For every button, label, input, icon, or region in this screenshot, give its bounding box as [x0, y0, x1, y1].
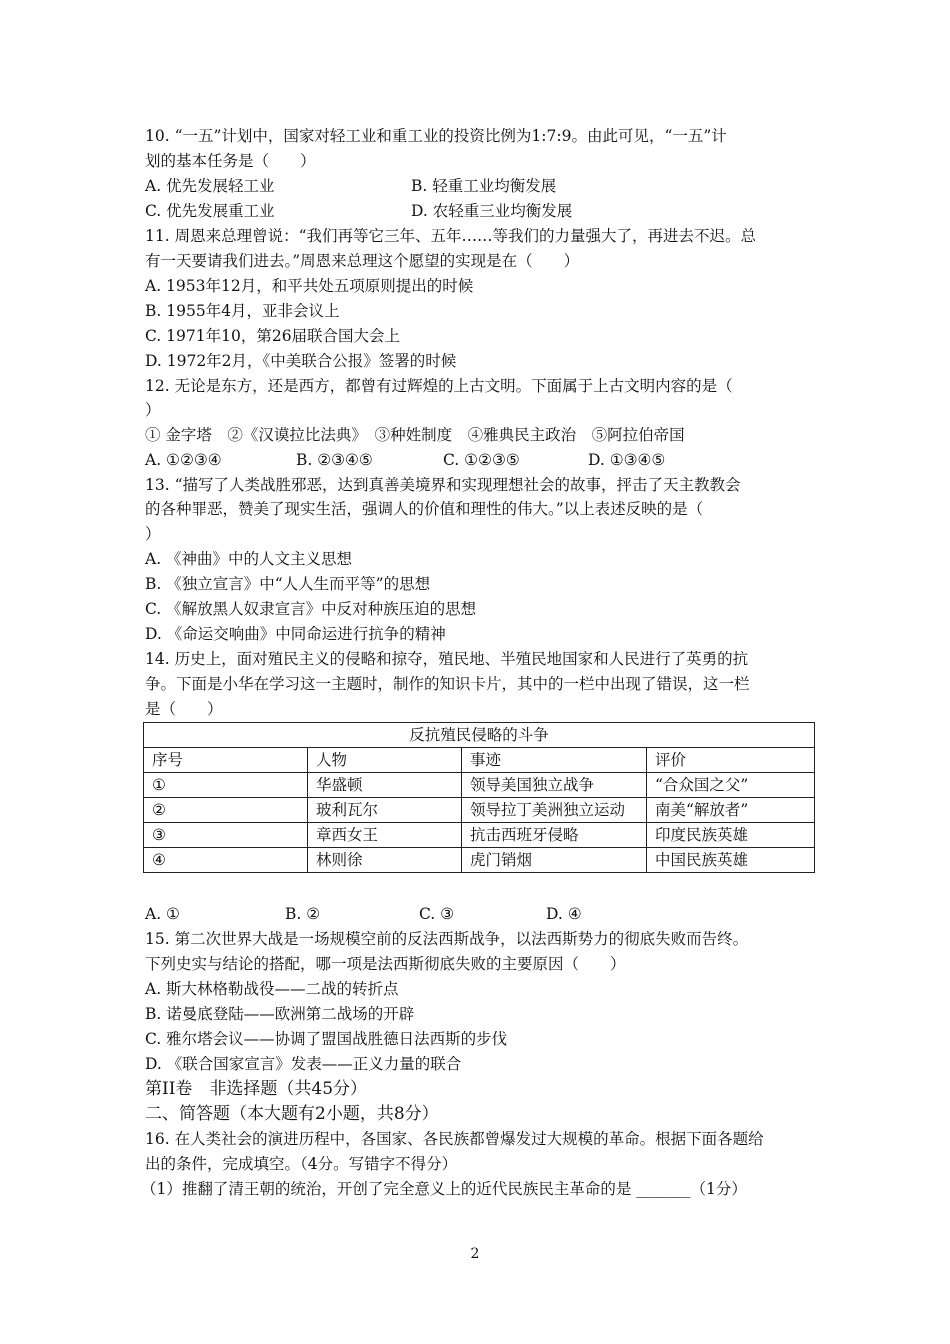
- q10-option-d: D. 农轻重三业均衡发展: [411, 202, 573, 220]
- page-number: 2: [470, 1246, 480, 1262]
- table-cell: ③: [144, 823, 308, 848]
- table-row: [144, 773, 815, 798]
- table-cell: 抗击西班牙侵略: [462, 823, 647, 848]
- table-row: [144, 823, 815, 848]
- table-cell: 虎门销烟: [462, 848, 647, 873]
- q13-stem-line3: ）: [145, 525, 161, 543]
- table-cell: 中国民族英雄: [647, 848, 815, 873]
- q13-stem-line1: 13. “描写了人类战胜邪恶，达到真善美境界和实现理想社会的故事，抨击了天主教教会: [145, 476, 741, 494]
- q13-stem-line2: 的各种罪恶，赞美了现实生活，强调人的价值和理性的伟大。”以上表述反映的是（: [145, 500, 704, 518]
- q14-option-d: D. ④: [546, 905, 582, 923]
- table-caption-row: [144, 723, 815, 748]
- q12-items: ① 金字塔 ②《汉谟拉比法典》 ③种姓制度 ④雅典民主政治 ⑤阿拉伯帝国: [145, 426, 685, 444]
- q14-option-b: B. ②: [285, 905, 321, 923]
- q15-stem-line2: 下列史实与结论的搭配，哪一项是法西斯彻底失败的主要原因（ ）: [145, 955, 626, 973]
- q10-option-a: A. 优先发展轻工业: [145, 177, 275, 195]
- q14-stem-line1: 14. 历史上，面对殖民主义的侵略和掠夺，殖民地、半殖民地国家和人民进行了英勇的抗: [145, 650, 749, 668]
- column-header: 序号: [144, 748, 308, 773]
- table-cell: “合众国之父”: [647, 773, 815, 798]
- q16-stem-line2: 出的条件，完成填空。（4分。写错字不得分）: [145, 1155, 458, 1173]
- part-ii-title: 第II卷 非选择题（共45分）: [145, 1079, 368, 1099]
- table-cell: 玻利瓦尔: [308, 798, 462, 823]
- q10-stem-line1: 10. “一五”计划中，国家对轻工业和重工业的投资比例为1:7:9。由此可见，“一五”计: [145, 127, 727, 145]
- table-cell: 林则徐: [308, 848, 462, 873]
- q13-option-b: B. 《独立宣言》中“人人生而平等”的思想: [145, 575, 431, 593]
- table-cell: 印度民族英雄: [647, 823, 815, 848]
- table-cell: 领导美国独立战争: [462, 773, 647, 798]
- table-cell: ②: [144, 798, 308, 823]
- table-caption: 反抗殖民侵略的斗争: [144, 723, 815, 748]
- q15-option-d: D. 《联合国家宣言》发表——正义力量的联合: [145, 1055, 462, 1073]
- table-cell: 南美“解放者”: [647, 798, 815, 823]
- table-header-row: [144, 748, 815, 773]
- table-row: [144, 798, 815, 823]
- q14-stem-line3: 是（ ）: [145, 700, 223, 718]
- q12-option-b: B. ②③④⑤: [296, 451, 373, 469]
- q11-stem-line2: 有一天要请我们进去。”周恩来总理这个愿望的实现是在（ ）: [145, 252, 580, 270]
- q11-option-d: D. 1972年2月，《中美联合公报》签署的时候: [145, 352, 457, 370]
- q12-option-a: A. ①②③④: [145, 451, 222, 469]
- q13-option-a: A. 《神曲》中的人文主义思想: [145, 550, 353, 568]
- q14-option-c: C. ③: [419, 905, 455, 923]
- q13-option-d: D. 《命运交响曲》中同命运进行抗争的精神: [145, 625, 446, 643]
- column-header: 评价: [647, 748, 815, 773]
- q15-option-a: A. 斯大林格勒战役——二战的转折点: [145, 980, 399, 998]
- column-header: 人物: [308, 748, 462, 773]
- q12-option-c: C. ①②③⑤: [443, 451, 520, 469]
- q14-stem-line2: 争。下面是小华在学习这一主题时，制作的知识卡片，其中的一栏中出现了错误，这一栏: [145, 675, 750, 693]
- table-row: [144, 848, 815, 873]
- q16-sub-question-1: （1）推翻了清王朝的统治，开创了完全意义上的近代民族民主革命的是 _______（1分）: [141, 1180, 747, 1198]
- q11-option-c: C. 1971年10，第26届联合国大会上: [145, 327, 401, 345]
- q13-option-c: C. 《解放黑人奴隶宣言》中反对种族压迫的思想: [145, 600, 477, 618]
- q12-stem-line2: ）: [145, 401, 161, 419]
- table-cell: ④: [144, 848, 308, 873]
- table-cell: 章西女王: [308, 823, 462, 848]
- q15-stem-line1: 15. 第二次世界大战是一场规模空前的反法西斯战争，以法西斯势力的彻底失败而告终。: [145, 930, 749, 948]
- table-cell: 华盛顿: [308, 773, 462, 798]
- section-heading: 二、简答题（本大题有2小题，共8分）: [145, 1104, 439, 1124]
- q11-stem-line1: 11. 周恩来总理曾说：“我们再等它三年、五年……等我们的力量强大了，再进去不迟。总: [145, 227, 757, 245]
- q15-option-c: C. 雅尔塔会议——协调了盟国战胜德日法西斯的步伐: [145, 1030, 508, 1048]
- q12-option-d: D. ①③④⑤: [588, 451, 666, 469]
- q16-stem-line1: 16. 在人类社会的演进历程中，各国家、各民族都曾爆发过大规模的革命。根据下面各题给: [145, 1130, 764, 1148]
- q11-option-b: B. 1955年4月，亚非会议上: [145, 302, 340, 320]
- q10-stem-line2: 划的基本任务是（ ）: [145, 152, 316, 170]
- knowledge-card-table: [143, 722, 815, 873]
- q11-option-a: A. 1953年12月，和平共处五项原则提出的时候: [145, 277, 474, 295]
- q15-option-b: B. 诺曼底登陆——欧洲第二战场的开辟: [145, 1005, 415, 1023]
- column-header: 事迹: [462, 748, 647, 773]
- q10-option-c: C. 优先发展重工业: [145, 202, 275, 220]
- q10-option-b: B. 轻重工业均衡发展: [411, 177, 557, 195]
- q14-option-a: A. ①: [145, 905, 180, 923]
- table-cell: 领导拉丁美洲独立运动: [462, 798, 647, 823]
- q12-stem-line1: 12. 无论是东方，还是西方，都曾有过辉煌的上古文明。下面属于上古文明内容的是（: [145, 377, 733, 395]
- table-cell: ①: [144, 773, 308, 798]
